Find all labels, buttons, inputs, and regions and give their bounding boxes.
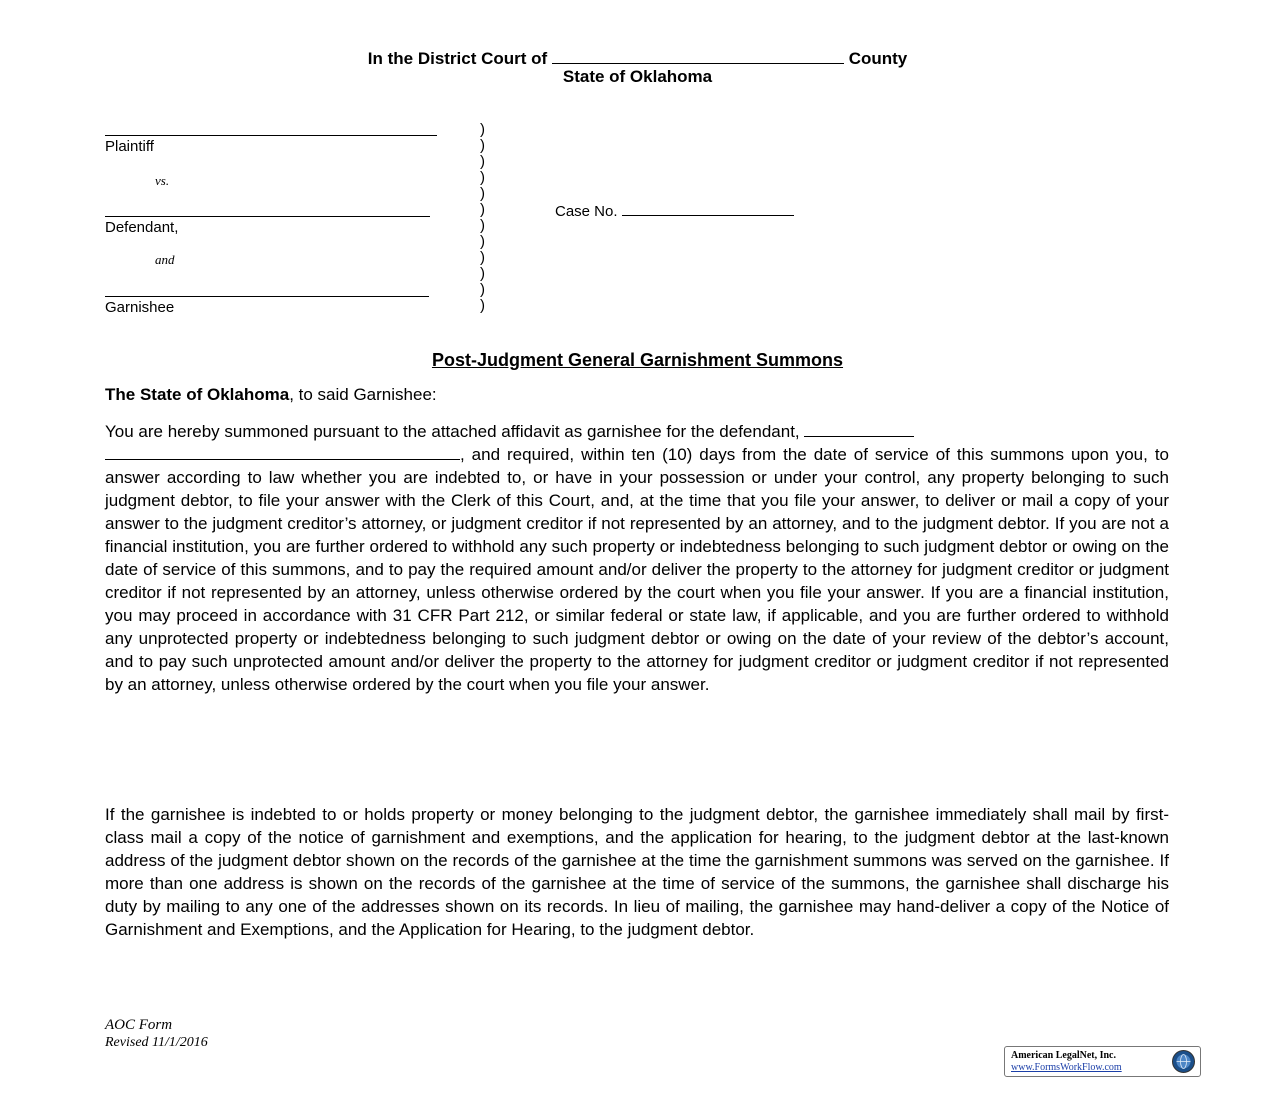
caption-paren: ) bbox=[480, 153, 485, 170]
legalnet-badge[interactable] bbox=[1004, 1046, 1201, 1077]
caption-paren: ) bbox=[480, 217, 485, 234]
garnishee-line[interactable] bbox=[105, 296, 429, 297]
garnishee-label: Garnishee bbox=[105, 299, 175, 316]
caption-paren: ) bbox=[480, 137, 485, 154]
court-heading: In the District Court of County bbox=[367, 49, 908, 68]
form-label: AOC Form bbox=[105, 1017, 173, 1033]
defendant-name-blank-1[interactable] bbox=[804, 423, 914, 437]
caption-paren: ) bbox=[480, 185, 485, 202]
caption-paren: ) bbox=[480, 265, 485, 282]
document-title: Post-Judgment General Garnishment Summons bbox=[431, 350, 844, 370]
state-heading: State of Oklahoma bbox=[562, 67, 713, 86]
plaintiff-line[interactable] bbox=[105, 135, 437, 136]
county-blank[interactable] bbox=[552, 50, 844, 64]
defendant-label: Defendant, bbox=[105, 219, 179, 236]
summons-paragraph: You are hereby summoned pursuant to the attached affidavit as garnishee for the defendant, , and required, within ten (10) days from the date of service of this summons upon you, to answer according to law whether you are indebted to, or have in your possession or under your control, any property belonging to such judgment debtor, to file your answer with the Clerk of this Court, and, at the time that you file your answer, to deliver or mail a copy of your answer to the judgment creditor’s attorney, or judgment creditor if not represented by an attorney, and to the judgment debtor. If you are not a financial institution, you are further ordered to withhold any such property or indebtedness belonging to such judgment debtor or owing on the date of service of this summons, and to pay the required amount and/or deliver the property to the attorney for judgment creditor or judgment creditor if not represented by an attorney, unless otherwise ordered by the court when you file your answer. If you are a financial institution, you may proceed in accordance with 31 CFR Part 212, or similar federal or state law, if applicable, and you are further ordered to withhold any unprotected property or indebtedness belonging to such judgment debtor or owing on the date of your review of the debtor’s account, and to pay such unprotected amount and/or deliver the property to the attorney for judgment creditor or judgment creditor if not represented by an attorney, unless otherwise ordered by the court when you file your answer. bbox=[105, 422, 1169, 694]
case-number-field bbox=[555, 203, 794, 220]
badge-link[interactable]: www.FormsWorkFlow.com bbox=[1011, 1062, 1122, 1073]
defendant-line[interactable] bbox=[105, 216, 430, 217]
case-number-blank[interactable] bbox=[622, 203, 794, 216]
and-label: and bbox=[155, 252, 175, 267]
garnishee-duty-paragraph: If the garnishee is indebted to or holds property or money belonging to the judgment debtor, the garnishee immediately shall mail by first-class mail a copy of the notice of garnishment and exemptions, and the application for hearing, to the judgment debtor at the last-known address of the judgment debtor shown on the records of the garnishee at the time the garnishment summons was served on the garnishee. If more than one address is shown on the records of the garnishee at the time of service of the summons, the garnishee shall discharge his duty by mailing to any one of the addresses shown on its records. In lieu of mailing, the garnishee may hand-deliver a copy of the Notice of Garnishment and Exemptions, and the Application for Hearing, to the judgment debtor. bbox=[105, 805, 1169, 939]
caption-paren: ) bbox=[480, 249, 485, 266]
defendant-name-blank-2[interactable] bbox=[105, 446, 460, 460]
plaintiff-label: Plaintiff bbox=[105, 138, 154, 155]
globe-icon bbox=[1171, 1049, 1196, 1074]
caption-paren: ) bbox=[480, 233, 485, 250]
caption-paren: ) bbox=[480, 281, 485, 298]
salutation: The State of Oklahoma, to said Garnishee: bbox=[105, 385, 437, 404]
caption-paren: ) bbox=[480, 169, 485, 186]
caption-paren: ) bbox=[480, 201, 485, 218]
caption-paren: ) bbox=[480, 297, 485, 314]
revision-date: Revised 11/1/2016 bbox=[105, 1035, 208, 1050]
case-number-label: Case No. bbox=[555, 203, 618, 220]
badge-company: American LegalNet, Inc. bbox=[1011, 1050, 1116, 1061]
caption-paren: ) bbox=[480, 121, 485, 138]
vs-label: vs. bbox=[155, 173, 170, 188]
